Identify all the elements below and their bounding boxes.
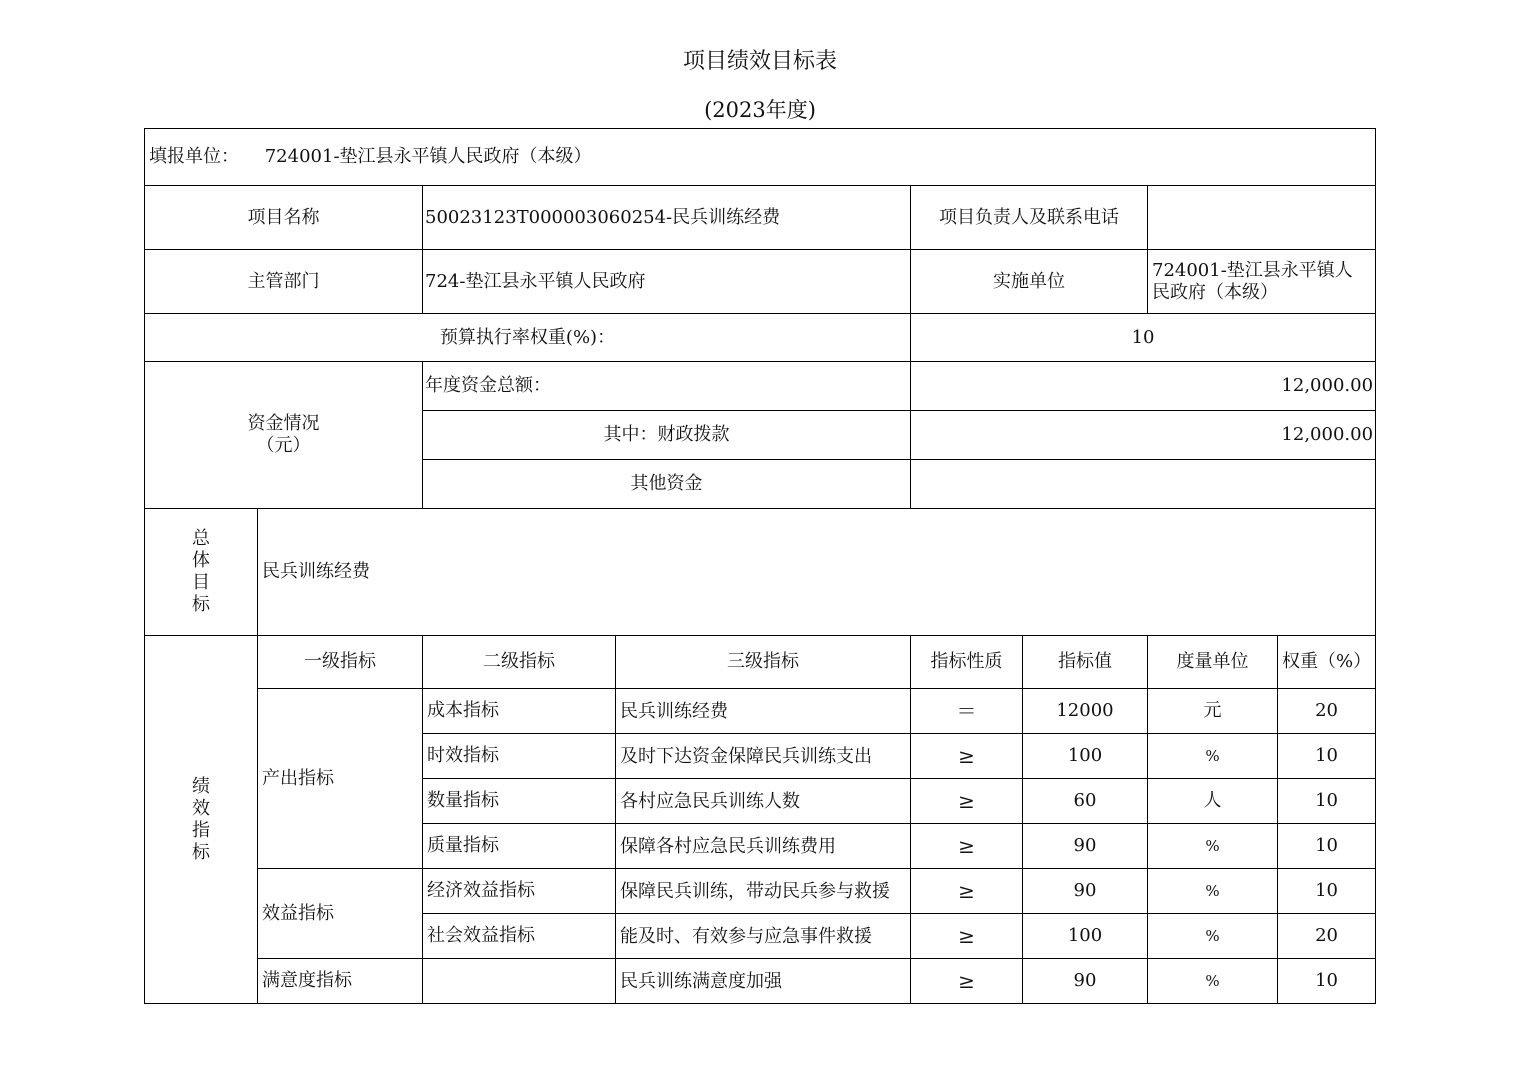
overall-goal-row	[145, 509, 1376, 636]
perf-indicator-char: 效	[192, 797, 210, 819]
header-level3: 三级指标	[616, 636, 911, 689]
measure-unit: 人	[1148, 779, 1278, 824]
indicator-value: 100	[1023, 914, 1148, 959]
overall-goal-char: 目	[192, 572, 210, 593]
level2-indicator: 社会效益指标	[423, 914, 616, 959]
budget-weight-label: 预算执行率权重(%)：	[145, 314, 911, 362]
funds-other-value	[911, 460, 1376, 509]
level3-indicator: 能及时、有效参与应急事件救援	[616, 914, 911, 959]
performance-target-table	[144, 128, 1376, 1004]
indicator-row	[145, 959, 1376, 1004]
budget-weight-row	[145, 314, 1376, 362]
funds-unit: （元）	[256, 435, 311, 456]
level3-indicator: 及时下达资金保障民兵训练支出	[616, 734, 911, 779]
overall-goal-char: 体	[192, 550, 210, 571]
impl-unit-label: 实施单位	[911, 250, 1148, 314]
document-year: (2023年度)	[704, 98, 816, 122]
project-name-value: 50023123T000003060254-民兵训练经费	[423, 186, 911, 250]
report-unit-value: 724001-垫江县永平镇人民政府（本级）	[264, 146, 592, 167]
project-name-row	[145, 186, 1376, 250]
indicator-weight: 10	[1278, 869, 1376, 914]
project-name-label: 项目名称	[145, 186, 423, 250]
header-weight: 权重（%）	[1278, 636, 1376, 689]
indicator-nature: ≥	[911, 824, 1023, 869]
report-unit-row	[145, 129, 1376, 186]
dept-label: 主管部门	[145, 250, 423, 314]
project-leader-value	[1148, 186, 1376, 250]
indicator-nature: ＝	[911, 689, 1023, 734]
level2-indicator: 质量指标	[423, 824, 616, 869]
indicator-row	[145, 869, 1376, 914]
overall-goal-value: 民兵训练经费	[258, 509, 1376, 636]
funds-label: 资金情况	[247, 413, 320, 434]
measure-unit: %	[1148, 959, 1278, 1004]
report-unit-label: 填报单位：	[149, 146, 239, 167]
measure-unit: %	[1148, 824, 1278, 869]
header-unit: 度量单位	[1148, 636, 1278, 689]
overall-goal-char: 标	[192, 594, 210, 615]
funds-label-cell	[145, 362, 423, 509]
level1-indicator: 产出指标	[258, 689, 423, 869]
measure-unit: %	[1148, 869, 1278, 914]
level2-indicator: 时效指标	[423, 734, 616, 779]
perf-indicator-char: 绩	[192, 775, 210, 797]
indicator-weight: 20	[1278, 689, 1376, 734]
dept-value: 724-垫江县永平镇人民政府	[423, 250, 911, 314]
level2-indicator: 经济效益指标	[423, 869, 616, 914]
perf-header-row	[145, 636, 1376, 689]
perf-indicator-char: 标	[192, 841, 210, 863]
level3-indicator: 保障各村应急民兵训练费用	[616, 824, 911, 869]
indicator-weight: 10	[1278, 959, 1376, 1004]
header-nature: 指标性质	[911, 636, 1023, 689]
indicator-weight: 10	[1278, 734, 1376, 779]
indicator-nature: ≥	[911, 914, 1023, 959]
funds-total-value: 12,000.00	[911, 362, 1376, 411]
indicator-value: 60	[1023, 779, 1148, 824]
level1-indicator: 效益指标	[258, 869, 423, 959]
indicator-row	[145, 689, 1376, 734]
measure-unit: %	[1148, 914, 1278, 959]
measure-unit: %	[1148, 734, 1278, 779]
level3-indicator: 保障民兵训练，带动民兵参与救援	[616, 869, 911, 914]
header-value: 指标值	[1023, 636, 1148, 689]
level3-indicator: 民兵训练经费	[616, 689, 911, 734]
header-level1: 一级指标	[258, 636, 423, 689]
indicator-value: 100	[1023, 734, 1148, 779]
dept-row	[145, 250, 1376, 314]
overall-goal-char: 总	[192, 528, 210, 549]
funds-total-label: 年度资金总额：	[423, 362, 911, 411]
indicator-value: 12000	[1023, 689, 1148, 734]
indicator-value: 90	[1023, 959, 1148, 1004]
indicator-weight: 10	[1278, 824, 1376, 869]
document-title: 项目绩效目标表	[682, 49, 837, 74]
funds-total-row	[145, 362, 1376, 411]
indicator-weight: 10	[1278, 779, 1376, 824]
budget-weight-value: 10	[911, 314, 1376, 362]
indicator-nature: ≥	[911, 779, 1023, 824]
report-unit-cell	[145, 129, 1376, 186]
funds-fiscal-label: 其中：财政拨款	[423, 411, 911, 460]
indicator-value: 90	[1023, 824, 1148, 869]
impl-unit-value: 724001-垫江县永平镇人民政府（本级）	[1148, 250, 1376, 314]
level2-indicator: 数量指标	[423, 779, 616, 824]
indicator-nature: ≥	[911, 734, 1023, 779]
indicator-value: 90	[1023, 869, 1148, 914]
level1-indicator: 满意度指标	[258, 959, 423, 1004]
funds-other-label: 其他资金	[423, 460, 911, 509]
indicator-nature: ≥	[911, 869, 1023, 914]
level2-indicator	[423, 959, 616, 1004]
funds-fiscal-value: 12,000.00	[911, 411, 1376, 460]
project-leader-label: 项目负责人及联系电话	[911, 186, 1148, 250]
measure-unit: 元	[1148, 689, 1278, 734]
level3-indicator: 民兵训练满意度加强	[616, 959, 911, 1004]
indicator-nature: ≥	[911, 959, 1023, 1004]
header-level2: 二级指标	[423, 636, 616, 689]
level3-indicator: 各村应急民兵训练人数	[616, 779, 911, 824]
overall-goal-label	[145, 509, 258, 636]
level2-indicator: 成本指标	[423, 689, 616, 734]
perf-indicator-label	[145, 636, 258, 1004]
perf-indicator-char: 指	[192, 819, 210, 841]
indicator-weight: 20	[1278, 914, 1376, 959]
